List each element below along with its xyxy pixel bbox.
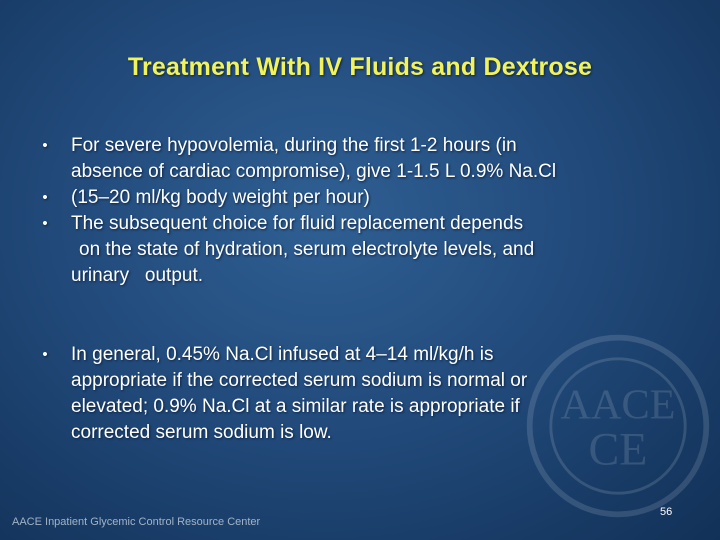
watermark-text: AACE bbox=[560, 381, 676, 429]
bullet-text: In general, 0.45% Na.Cl infused at 4–14 ml/kg/h is bbox=[71, 344, 494, 365]
svg-text:CE: CE bbox=[588, 423, 648, 475]
bullet-item bbox=[36, 133, 676, 185]
bullet-text: The subsequent choice for fluid replacement depends bbox=[71, 213, 524, 234]
bullet-text-continued: appropriate if the corrected serum sodium is normal or bbox=[71, 370, 528, 391]
bullet-icon: • bbox=[42, 346, 48, 363]
footer-org-name: AACE Inpatient Glycemic Control Resource Center bbox=[12, 516, 261, 528]
bullet-text-continued: corrected serum sodium is low. bbox=[71, 422, 332, 443]
bullet-text-continued: urinary output. bbox=[71, 265, 204, 286]
slide-title: Treatment With IV Fluids and Dextrose bbox=[127, 53, 593, 81]
bullet-text-continued: absence of cardiac compromise), give 1-1.5 L 0.9% Na.Cl bbox=[71, 161, 557, 182]
bullet-text-continued: elevated; 0.9% Na.Cl at a similar rate is appropriate if bbox=[71, 396, 520, 417]
bullet-list-1 bbox=[36, 133, 676, 289]
bullet-item bbox=[36, 342, 676, 446]
bullet-list-2 bbox=[36, 342, 676, 446]
page-number: 56 bbox=[660, 506, 673, 518]
bullet-icon: • bbox=[42, 137, 48, 154]
bullet-item bbox=[36, 211, 676, 289]
bullet-icon: • bbox=[42, 189, 48, 206]
bullet-icon: • bbox=[42, 215, 48, 232]
bullet-text-continued: on the state of hydration, serum electrolyte levels, and bbox=[79, 239, 535, 260]
bullet-item bbox=[36, 185, 676, 211]
bullet-text: (15–20 ml/kg body weight per hour) bbox=[71, 187, 370, 208]
bullet-text: For severe hypovolemia, during the first 1-2 hours (in bbox=[71, 135, 517, 156]
